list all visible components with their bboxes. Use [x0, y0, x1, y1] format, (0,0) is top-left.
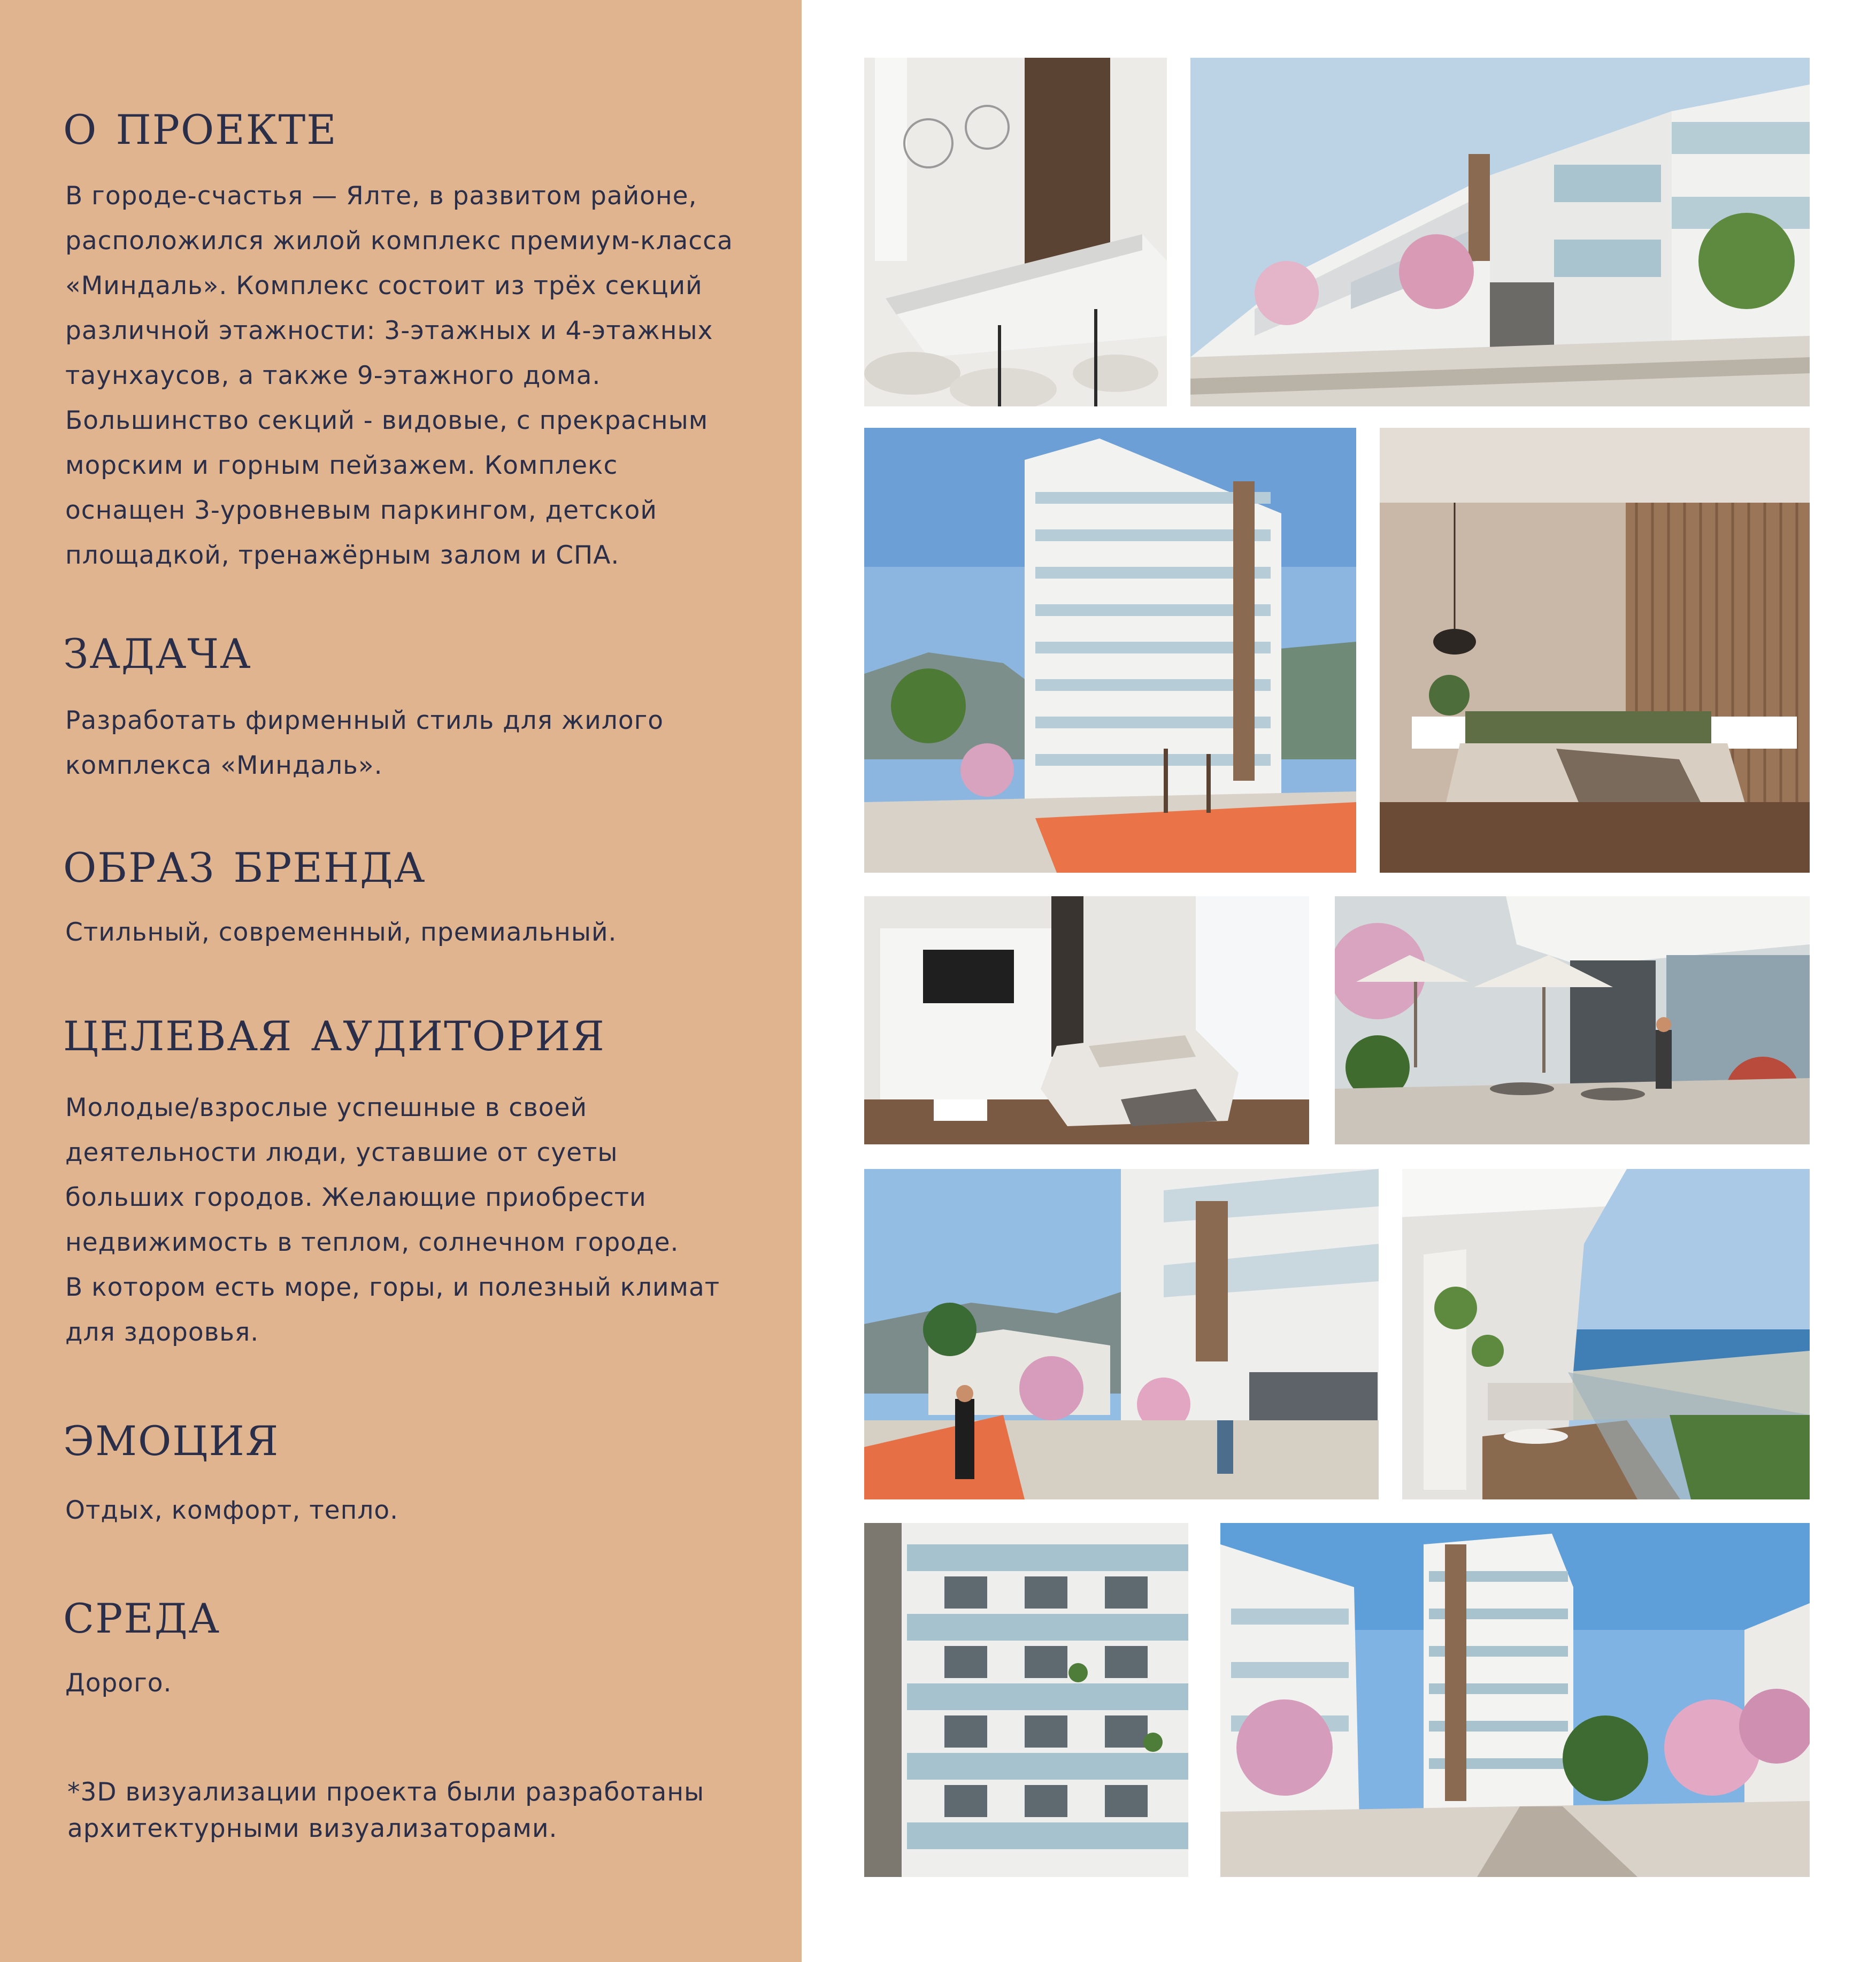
photo-bedroom-interior [1380, 428, 1810, 873]
task-title: ЗАДАЧА [63, 630, 252, 678]
description-panel [0, 0, 802, 1962]
photo-dining-interior [864, 58, 1167, 406]
brand-image-text: Стильный, современный, премиальный. [65, 918, 617, 947]
audience-title: ЦЕЛЕВАЯ АУДИТОРИЯ [63, 1012, 605, 1060]
photo-townhouses-street [1190, 58, 1810, 406]
photo-balconies-facade [864, 1523, 1188, 1877]
environment-text: Дорого. [65, 1668, 172, 1698]
photo-inner-courtyard [1220, 1523, 1810, 1877]
about-title: О ПРОЕКТЕ [63, 106, 337, 153]
environment-title: СРЕДА [63, 1595, 221, 1642]
photo-promenade [864, 1169, 1379, 1499]
photo-living-room [864, 896, 1309, 1144]
emotion-title: ЭМОЦИЯ [63, 1417, 280, 1465]
audience-text: Молодые/взрослые успешные в своей деятельности люди, уставшие от суеты больших городов. Желающие приобрести недвижимость в теплом, солнечном городе. В котором есть море, горы, и полезный климат для здоровья. [65, 1093, 720, 1347]
photo-sea-view-balcony [1402, 1169, 1810, 1499]
task-text: Разработать фирменный стиль для жилого комплекса «Миндаль». [65, 706, 664, 780]
photo-cafe-terrace [1335, 896, 1810, 1144]
photo-tower-playground [864, 428, 1356, 873]
brand-image-title: ОБРАЗ БРЕНДА [63, 844, 426, 891]
emotion-text: Отдых, комфорт, тепло. [65, 1496, 399, 1525]
about-text: В городе-счастья — Ялте, в развитом районе, расположился жилой комплекс премиум-класса «Миндаль». Комплекс состоит из трёх секций различной этажности: 3-этажных и 4-этажных таунхаусов, а также 9-этажного дома. Большинство секций - видовые, с прекрасным морским и горным пейзажем. Комплекс оснащен 3-уровневым паркингом, детской площадкой, тренажёрным залом и СПА. [65, 181, 733, 570]
visualization-footnote: *3D визуализации проекта были разработаны архитектурными визуализаторами. [67, 1778, 705, 1843]
